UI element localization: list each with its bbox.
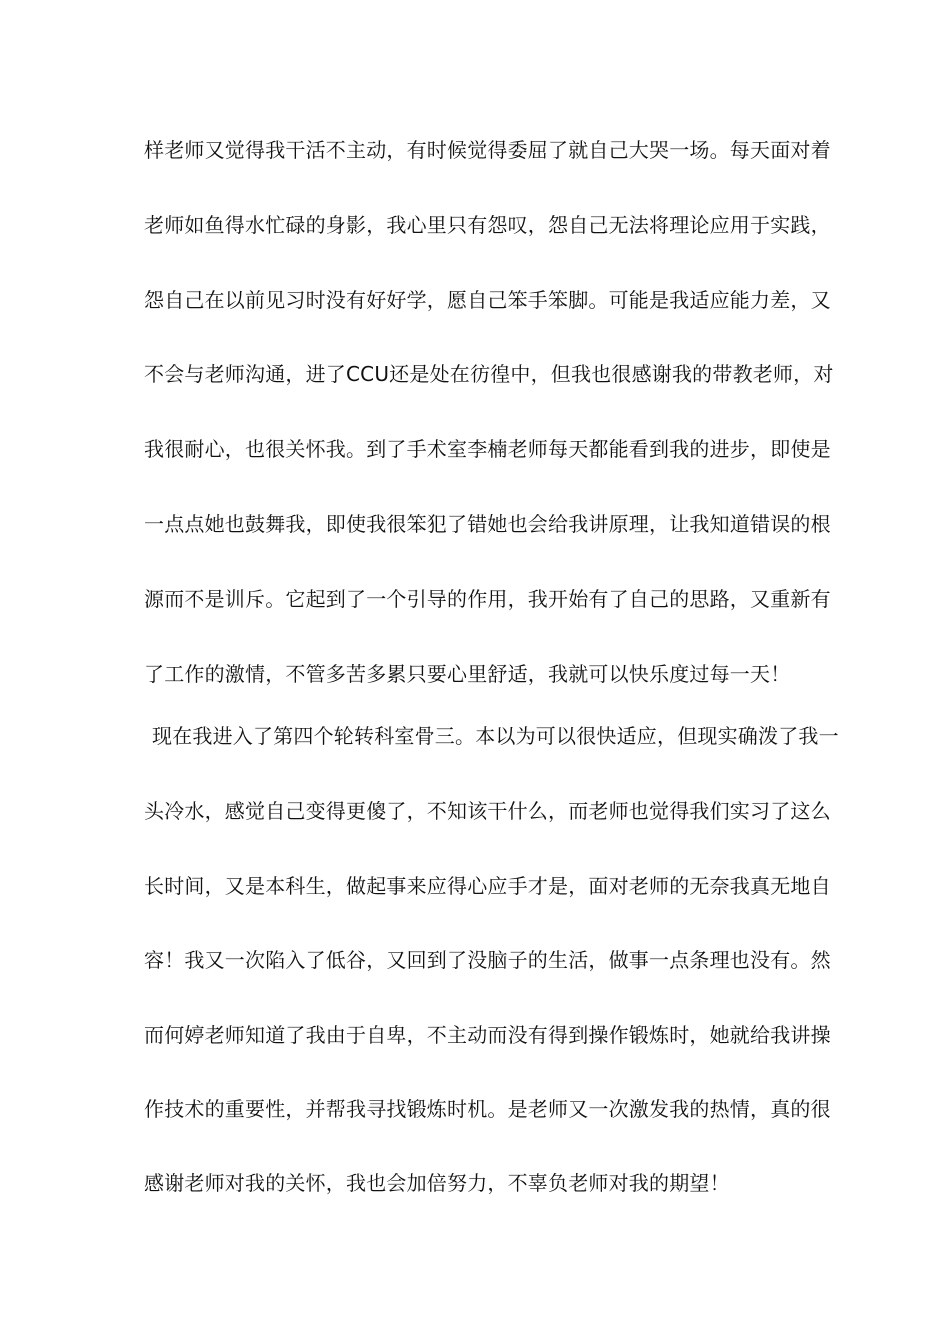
text-line: 长时间，又是本科生，做起事来应得心应手才是，面对老师的无奈我真无地自 bbox=[144, 874, 831, 898]
text-line: 源而不是训斥。它起到了一个引导的作用，我开始有了自己的思路，又重新有 bbox=[144, 587, 831, 611]
text-line: 不会与老师沟通，进了CCU还是处在彷徨中，但我也很感谢我的带教老师，对 bbox=[144, 362, 834, 386]
text-line: 怨自己在以前见习时没有好好学，愿自己笨手笨脚。可能是我适应能力差，又 bbox=[144, 288, 831, 312]
text-line: 感谢老师对我的关怀，我也会加倍努力，不辜负老师对我的期望！ bbox=[144, 1171, 730, 1195]
paragraph-first-line: 现在我进入了第四个轮转科室骨三。本以为可以很快适应，但现实确泼了我一 bbox=[152, 724, 839, 748]
text-line: 容！我又一次陷入了低谷，又回到了没脑子的生活，做事一点条理也没有。然 bbox=[144, 948, 831, 972]
text-line: 我很耐心，也很关怀我。到了手术室李楠老师每天都能看到我的进步，即使是 bbox=[144, 437, 831, 461]
text-line: 作技术的重要性，并帮我寻找锻炼时机。是老师又一次激发我的热情，真的很 bbox=[144, 1097, 831, 1121]
text-line: 头冷水，感觉自己变得更傻了，不知该干什么，而老师也觉得我们实习了这么 bbox=[144, 799, 831, 823]
text-line: 老师如鱼得水忙碌的身影，我心里只有怨叹，怨自己无法将理论应用于实践， bbox=[144, 213, 831, 237]
text-line: 了工作的激情，不管多苦多累只要心里舒适，我就可以快乐度过每一天！ bbox=[144, 662, 791, 686]
text-line: 样老师又觉得我干活不主动，有时候觉得委屈了就自己大哭一场。每天面对着 bbox=[144, 138, 831, 162]
text-line: 一点点她也鼓舞我，即使我很笨犯了错她也会给我讲原理，让我知道错误的根 bbox=[144, 512, 831, 536]
text-line: 而何婷老师知道了我由于自卑，不主动而没有得到操作锻炼时，她就给我讲操 bbox=[144, 1023, 831, 1047]
